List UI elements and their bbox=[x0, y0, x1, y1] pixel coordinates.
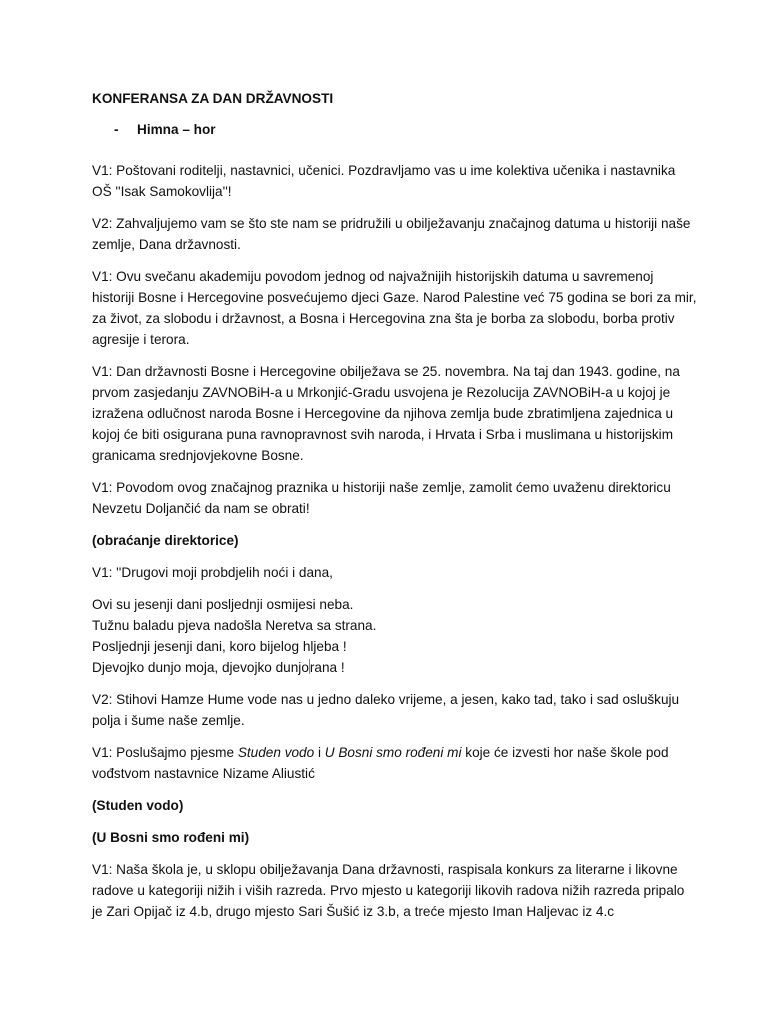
stage-note-song-1: (Studen vodo) bbox=[92, 798, 184, 813]
songs-post: koje će izvesti hor naše škole pod vođstvom nastavnice Nizame Aliustić bbox=[92, 745, 669, 781]
stage-note-song-2: (U Bosni smo rođeni mi) bbox=[92, 830, 250, 845]
paragraph-dedication: V1: Ovu svečanu akademiju povodom jednog od najvažnijih historijskih datuma u savremenoj historiji Bosne i Hercegovine posvećujemo djeci Gaze. Narod Palestine već 75 godina se bori za mir, za život, za slobodu i državnost, a Bosna i Hercegovina zna šta je borba za slobodu, borba protiv agresije i terora. bbox=[92, 269, 697, 347]
paragraph-welcome: V1: Poštovani roditelji, nastavnici, učenici. Pozdravljamo vas u ime kolektiva učenika i nastavnika OŠ ''Isak Samokovlija''! bbox=[92, 163, 676, 199]
page-title: KONFERANSA ZA DAN DRŽAVNOSTI bbox=[92, 91, 334, 106]
paragraph-history: V1: Dan državnosti Bosne i Hercegovine obilježava se 25. novembra. Na taj dan 1943. godine, na prvom zasjedanju ZAVNOBiH-a u Mrkonjić-Gradu usvojena je Rezolucija ZAVNOBiH-a u kojoj je izražena odlučnost naroda Bosne i Hercegovine da njihova zemlja bude zbratimljena zajednica u kojoj će biti osigurana puna ravnopravnost svih naroda, i Hrvata i Srba i muslimana u historijskim granicama srednjovjekovne Bosne. bbox=[92, 364, 680, 463]
poem-line-part: Djevojko dunjo moja, djevojko dunjo bbox=[92, 660, 309, 675]
paragraph-contest: V1: Naša škola je, u sklopu obilježavanja Dana državnosti, raspisala konkurs za literarne i likovne radove u kategoriji nižih i viših razreda. Prvo mjesto u kategoriji likovih radova nižih razreda pripalo je Zari Opijač iz 4.b, drugo mjesto Sari Šušić iz 3.b, a treće mjesto Iman Haljevac iz 4.c bbox=[92, 862, 685, 919]
paragraph-poem-intro: V1: ''Drugovi moji probdjelih noći i dana, bbox=[92, 565, 333, 580]
songs-pre: V1: Poslušajmo pjesme bbox=[92, 745, 238, 760]
paragraph-songs bbox=[92, 742, 698, 784]
songs-mid: i bbox=[314, 745, 325, 760]
song-title-2: U Bosni smo rođeni mi bbox=[324, 745, 462, 760]
bullet-item bbox=[92, 119, 698, 140]
bullet-text: Himna – hor bbox=[137, 122, 216, 137]
poem-block bbox=[92, 594, 698, 678]
paragraph-director: V1: Povodom ovog značajnog praznika u historiji naše zemlje, zamolit ćemo uvaženu direktoricu Nevzetu Doljančić da nam se obrati! bbox=[92, 480, 671, 516]
poem-line: Ovi su jesenji dani posljednji osmijesi neba. bbox=[92, 597, 354, 612]
paragraph-thanks: V2: Zahvaljujemo vam se što ste nam se pridružili u obilježavanju značajnog datuma u historiji naše zemlje, Dana državnosti. bbox=[92, 216, 691, 252]
song-title-1: Studen vodo bbox=[237, 745, 315, 760]
paragraph-hamza-hume: V2: Stihovi Hamze Hume vode nas u jedno daleko vrijeme, a jesen, kako tad, tako i sad osluškuju polja i šume naše zemlje. bbox=[92, 692, 680, 728]
stage-note-director: (obraćanje direktorice) bbox=[92, 533, 239, 548]
poem-line: Tužnu baladu pjeva nadošla Neretva sa strana. bbox=[92, 618, 377, 633]
bullet-dash: - bbox=[114, 122, 119, 137]
poem-line bbox=[92, 657, 698, 678]
poem-line: Posljednji jesenji dani, koro bijelog hljeba ! bbox=[92, 639, 347, 654]
poem-line-part: rana ! bbox=[309, 660, 345, 675]
